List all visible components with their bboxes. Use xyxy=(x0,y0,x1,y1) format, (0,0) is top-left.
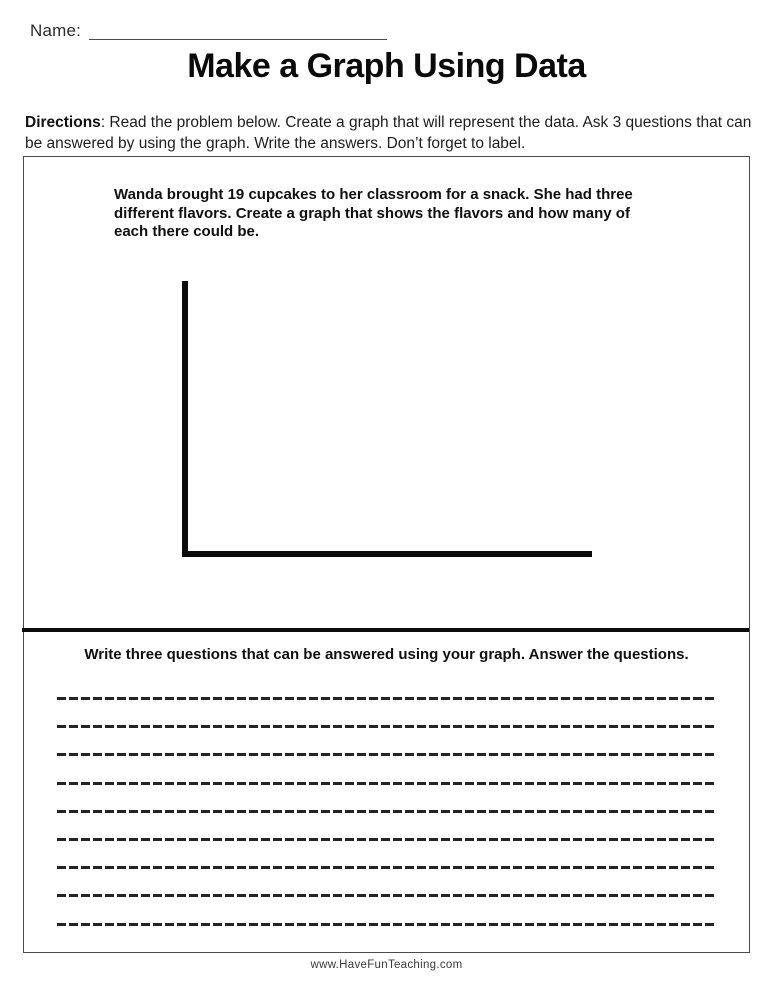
problem-text: Wanda brought 19 cupcakes to her classroom for a snack. She had three different flavors. Create a graph that shows the flavors and how many of each there could be. xyxy=(114,186,633,240)
answer-line[interactable] xyxy=(57,725,717,728)
answer-line[interactable] xyxy=(57,697,717,700)
answer-line[interactable] xyxy=(57,782,717,785)
answer-line[interactable] xyxy=(57,838,717,841)
answer-line[interactable] xyxy=(57,810,717,813)
directions-text xyxy=(25,113,752,154)
graph-drawing-area[interactable] xyxy=(154,257,624,577)
answer-line[interactable] xyxy=(57,894,717,897)
answer-lines-area xyxy=(57,697,717,951)
name-label: Name: xyxy=(30,21,82,40)
questions-heading: Write three questions that can be answered using your graph. Answer the questions. xyxy=(84,646,689,663)
answer-line[interactable] xyxy=(57,753,717,756)
page-title: Make a Graph Using Data xyxy=(187,47,586,85)
graph-x-axis xyxy=(182,551,592,557)
directions-body: : Read the problem below. Create a graph that will represent the data. Ask 3 questions that can be answered by using the graph. Write the answers. Don’t forget to label. xyxy=(25,114,752,152)
answer-line[interactable] xyxy=(57,866,717,869)
section-divider xyxy=(22,628,749,632)
name-input-line[interactable] xyxy=(89,39,387,40)
directions-label: Directions xyxy=(25,114,101,131)
answer-line[interactable] xyxy=(57,923,717,926)
worksheet-panel xyxy=(23,156,750,953)
footer-url: www.HaveFunTeaching.com xyxy=(310,959,463,971)
graph-y-axis xyxy=(182,281,188,557)
